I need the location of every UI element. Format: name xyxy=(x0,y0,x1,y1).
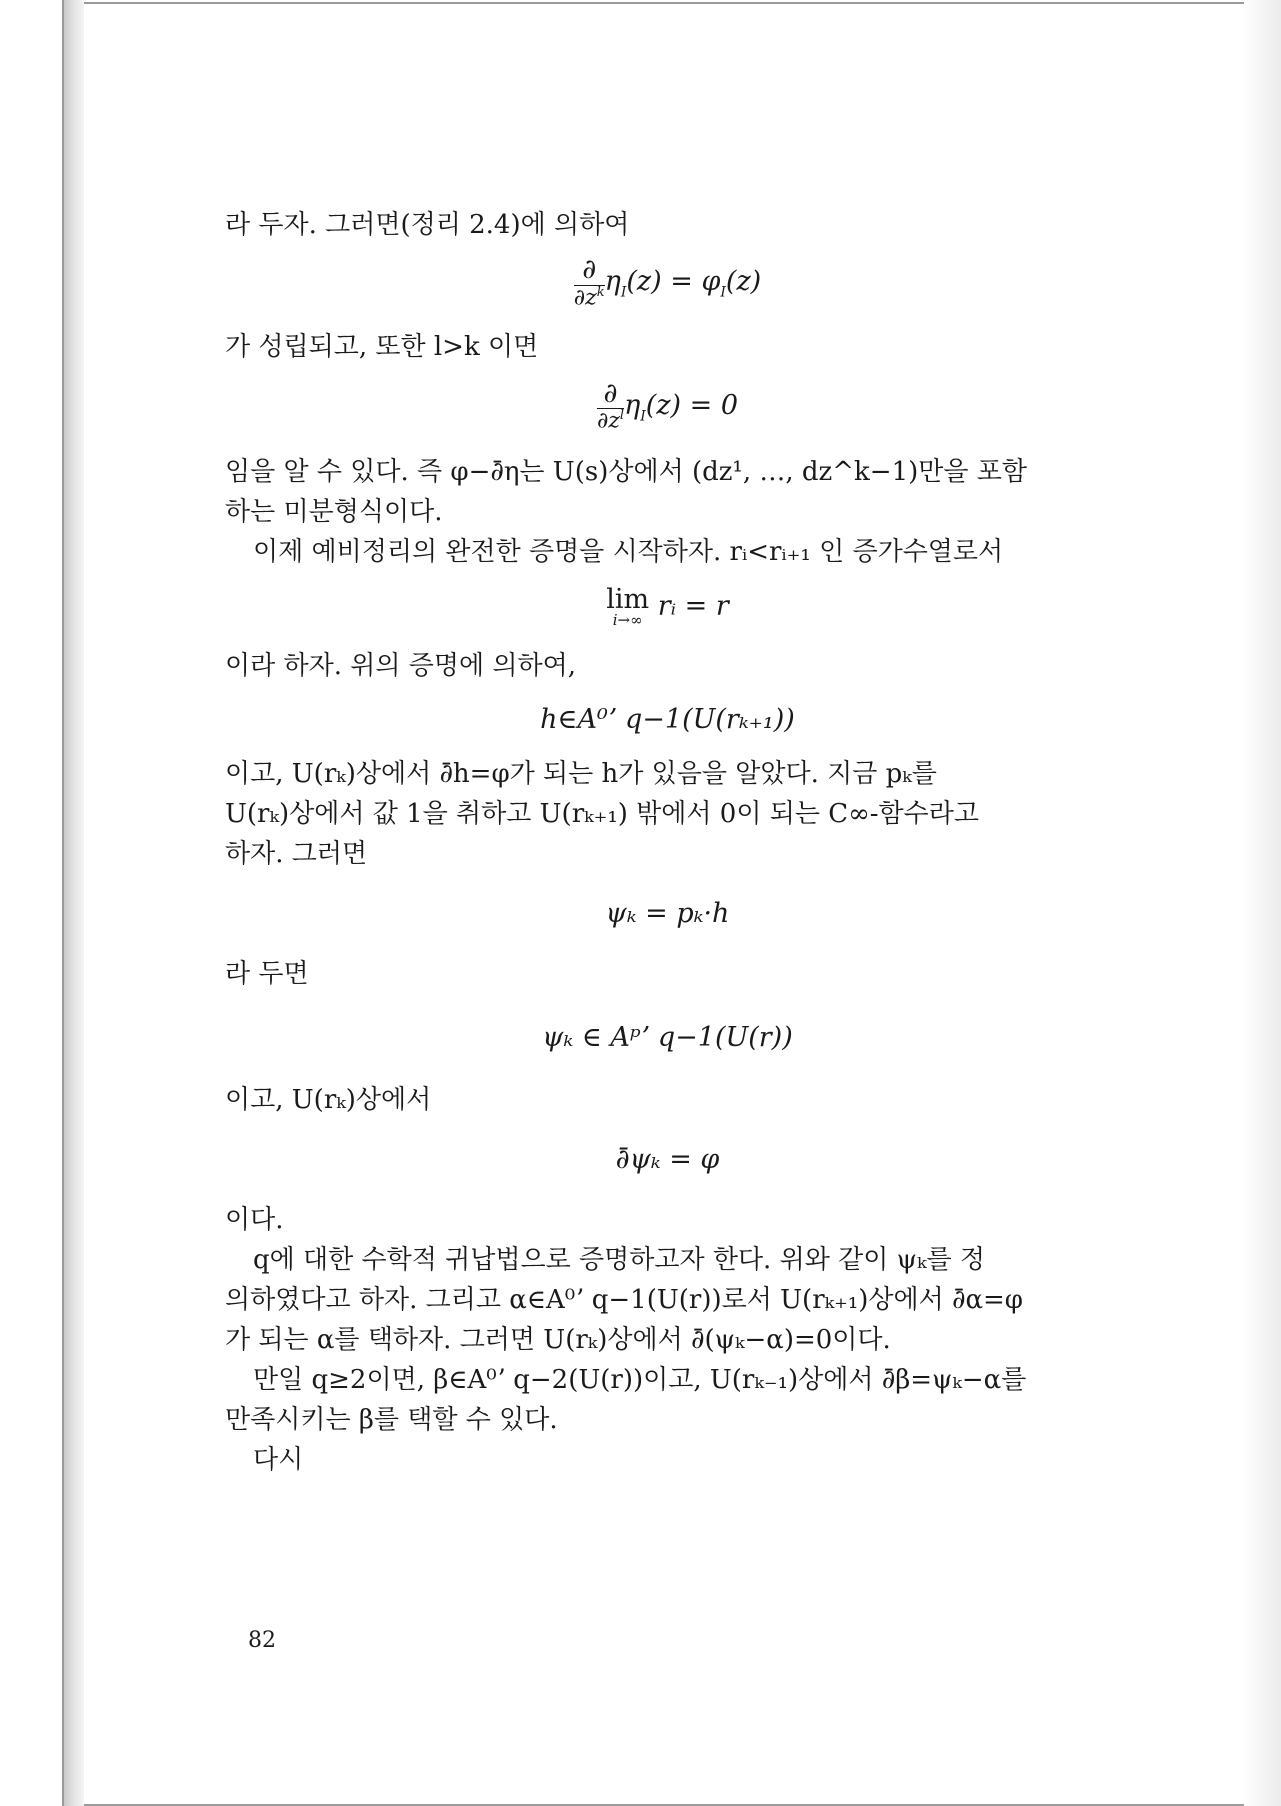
equation-3 xyxy=(225,586,1110,628)
equation-2 xyxy=(225,379,1110,437)
fraction-numerator: ∂ xyxy=(574,255,605,286)
equation-4: h∈A⁰ʼ q−1(U(rₖ₊₁)) xyxy=(540,704,795,735)
text-line: 라 두자. 그러면(정리 2.4)에 의하여 xyxy=(225,210,630,240)
text-line: 하자. 그러면 xyxy=(225,839,368,869)
text-line: 이고, U(rₖ)상에서 ∂̄h=φ가 되는 h가 있음을 알았다. 지금 pₖ를 xyxy=(225,759,937,789)
denominator-text: ∂z xyxy=(596,408,620,434)
denominator-text: ∂z xyxy=(573,285,597,311)
eq-subscript: I xyxy=(640,408,646,424)
page-edge-shadow xyxy=(1241,0,1281,1806)
text-line: 이라 하자. 위의 증명에 의하여, xyxy=(225,651,576,681)
fraction xyxy=(574,255,605,310)
eq-text: (z) xyxy=(725,266,762,298)
equation-6: ψₖ ∈ Aᵖʼ q−1(U(r)) xyxy=(542,1022,793,1053)
text-line: 임을 알 수 있다. 즉 φ−∂̄η는 U(s)상에서 (dz¹, …, dz^k−1)만을 포함 xyxy=(225,457,1027,487)
equation-7: ∂̄ψₖ = φ xyxy=(615,1144,720,1175)
text-line: 하는 미분형식이다. xyxy=(225,497,443,527)
text-line: 만족시키는 β를 택할 수 있다. xyxy=(225,1405,558,1435)
fraction-denominator xyxy=(574,286,605,311)
text-line: 이제 예비정리의 완전한 증명을 시작하자. rᵢ<rᵢ₊₁ 인 증가수열로서 xyxy=(253,537,1004,567)
limit-label: lim xyxy=(606,584,650,615)
eq-text: (z) = φ xyxy=(626,266,721,298)
fraction-numerator: ∂ xyxy=(597,379,624,410)
text-line: 만일 q≥2이면, β∈A⁰ʼ q−2(U(r))이고, U(rₖ₋₁)상에서 ∂̄β=ψₖ−α를 xyxy=(253,1365,1027,1395)
text-line: 의하였다고 하자. 그리고 α∈A⁰ʼ q−1(U(r))로서 U(rₖ₊₁)상에서 ∂̄α=φ xyxy=(225,1285,1023,1315)
text-line: 다시 xyxy=(253,1445,304,1475)
eq-symbol: η xyxy=(604,266,621,298)
text-line: 이고, U(rₖ)상에서 xyxy=(225,1085,432,1115)
page-number: 82 xyxy=(248,1628,276,1653)
eq-symbol: η xyxy=(624,389,641,421)
eq-subscript: I xyxy=(620,284,627,301)
denominator-superscript: l xyxy=(619,408,625,424)
text-line: 라 두면 xyxy=(225,959,309,989)
limit-operator xyxy=(606,586,649,628)
limit-subscript: i→∞ xyxy=(612,611,643,629)
text-line: q에 대한 수학적 귀납법으로 증명하고자 한다. 위와 같이 ψₖ를 정 xyxy=(253,1245,985,1275)
denominator-superscript: k xyxy=(596,284,605,300)
fraction-denominator xyxy=(597,409,624,434)
page-text xyxy=(225,205,1110,1480)
eq-text: rᵢ = r xyxy=(649,590,729,622)
equation-5: ψₖ = pₖ·h xyxy=(605,898,730,929)
book-spine xyxy=(62,0,86,1806)
text-line: 가 되는 α를 택하자. 그러면 U(rₖ)상에서 ∂̄(ψₖ−α)=0이다. xyxy=(225,1325,891,1355)
eq-text: (z) = 0 xyxy=(645,389,739,421)
eq-subscript: I xyxy=(720,284,726,301)
text-line: 가 성립되고, 또한 l>k 이면 xyxy=(225,331,539,362)
text-line: 이다. xyxy=(225,1205,284,1235)
fraction xyxy=(597,379,624,434)
text-line: U(rₖ)상에서 값 1을 취하고 U(rₖ₊₁) 밖에서 0이 되는 C∞-함수라고 xyxy=(225,799,979,829)
equation-1 xyxy=(225,255,1110,313)
